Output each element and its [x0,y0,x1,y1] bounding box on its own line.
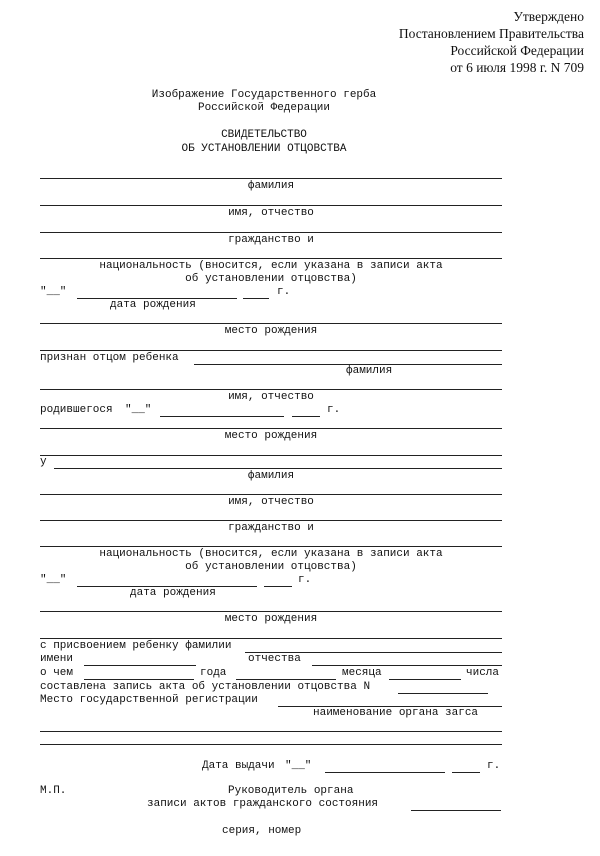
seal-label: М.П. [40,785,67,797]
title-line: ОБ УСТАНОВЛЕНИИ ОТЦОВСТВА [181,143,347,155]
record-made-label: составлена запись акта об установлении отцовства N [40,681,371,693]
name-line[interactable] [40,205,502,206]
mother-birth-place-label: место рождения [224,613,318,625]
record-year-line[interactable] [389,679,461,680]
mother-name-line[interactable] [40,494,502,495]
citizenship-label: гражданство и [228,234,314,246]
approval-line: Постановлением Правительства [398,26,584,41]
registration-place-label: Место государственной регистрации [40,694,258,706]
registry-office-line[interactable] [40,731,502,732]
mother-citizenship-line[interactable] [40,520,502,521]
separator-line [40,638,502,639]
mother-nationality-label: национальность (вносится, если указана в записи акта [99,548,443,560]
head-label: записи актов гражданского состояния [147,798,379,810]
child-birth-place-line[interactable] [40,428,502,429]
birth-year-line[interactable] [243,298,269,299]
issue-year-line[interactable] [452,772,480,773]
child-name-line[interactable] [40,389,502,390]
at-label: у [40,456,47,468]
day-quote: "__" [40,286,67,298]
child-birth-year-line[interactable] [292,416,320,417]
birth-date-label: дата рождения [110,299,196,311]
year-suffix: г. [487,760,501,772]
approval-line: Утверждено [513,9,584,24]
signature-line[interactable] [411,810,501,811]
day-word: числа [466,667,500,679]
mother-birth-date-label: дата рождения [130,587,216,599]
mother-nationality-label: об установлении отцовства) [185,561,357,573]
assigned-patronymic-line[interactable] [312,665,502,666]
assign-patronymic-label: отчества [248,653,301,665]
born-label: родившегося [40,404,113,416]
child-birth-month-line[interactable] [160,416,284,417]
mother-surname-label: фамилия [247,470,295,482]
assigned-name-line[interactable] [84,665,196,666]
name-label: имя, отчество [228,207,314,219]
approval-line: от 6 июля 1998 г. N 709 [450,60,584,75]
nationality-label: национальность (вносится, если указана в записи акта [99,260,443,272]
approval-line: Российской Федерации [450,43,584,58]
title-line: СВИДЕТЕЛЬСТВО [221,129,307,141]
assign-name-label: имени [40,653,74,665]
registry-office-label: наименование органа загса [313,707,479,719]
registry-office-line-2[interactable] [40,744,502,745]
year-suffix: г. [298,574,312,586]
separator-line [40,350,502,351]
year-suffix: г. [327,404,341,416]
recognized-father-label: признан отцом ребенка [40,352,179,364]
head-label: Руководитель органа [228,785,354,797]
year-word: года [200,667,227,679]
record-day-line[interactable] [84,679,194,680]
birth-place-line[interactable] [40,323,502,324]
emblem-text: Российской Федерации [197,102,331,114]
assign-surname-label: с присвоением ребенку фамилии [40,640,232,652]
surname-label: фамилия [247,180,295,192]
year-suffix: г. [277,286,291,298]
issue-month-line[interactable] [325,772,445,773]
child-surname-label: фамилия [346,365,393,377]
child-name-label: имя, отчество [228,391,314,403]
mother-nationality-line[interactable] [40,546,502,547]
approval-block [399,8,584,76]
mother-name-label: имя, отчество [228,496,314,508]
series-number-label: серия, номер [222,825,302,837]
emblem-text: Изображение Государственного герба [151,89,377,101]
nationality-line[interactable] [40,258,502,259]
emblem-placeholder [0,89,528,115]
month-word: месяца [342,667,382,679]
mother-citizenship-label: гражданство и [228,522,314,534]
child-birth-place-label: место рождения [224,430,318,442]
separator-line [40,455,502,456]
record-number-line[interactable] [398,693,488,694]
citizenship-line[interactable] [40,232,502,233]
mother-surname-line[interactable] [54,468,502,469]
birth-place-label: место рождения [224,325,318,337]
mother-birth-year-line[interactable] [264,586,292,587]
day-quote: "__" [40,574,67,586]
mother-birth-place-line[interactable] [40,611,502,612]
nationality-label: об установлении отцовства) [185,273,357,285]
about-which-label: о чем [40,667,74,679]
day-quote: "__" [125,404,152,416]
document-title [0,128,528,156]
day-quote: "__" [285,760,312,772]
record-month-line[interactable] [236,679,336,680]
issue-date-label: Дата выдачи [202,760,275,772]
surname-line[interactable] [40,178,502,179]
